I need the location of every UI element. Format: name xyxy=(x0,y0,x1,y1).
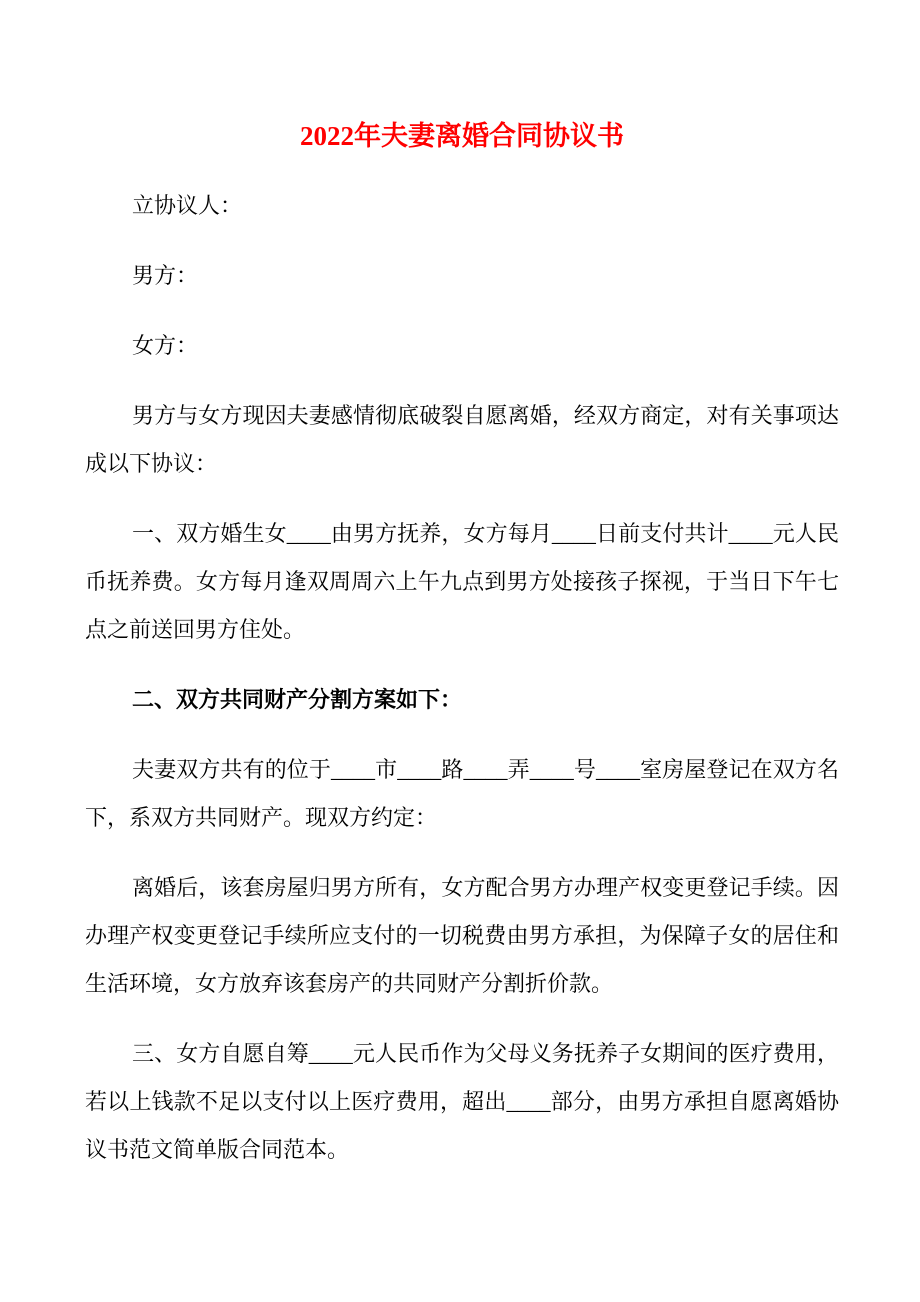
paragraph-1: 立协议人： xyxy=(132,193,243,218)
paragraph-8: 离婚后，该套房屋归男方所有，女方配合男方办理产权变更登记手续。因办理产权变更登记手续所应支付的一切税费由男方承担，为保障子女的居住和生活环境，女方放弃该套房产的共同财产分割折价款。 xyxy=(85,875,839,996)
paragraph-3: 女方： xyxy=(132,333,199,358)
paragraph-5: 一、双方婚生女____由男方抚养，女方每月____日前支付共计____元人民币抚养费。女方每月逢双周周六上午九点到男方处接孩子探视，于当日下午七点之前送回男方住处。 xyxy=(85,521,839,642)
paragraph-7: 夫妻双方共有的位于____市____路____弄____号____室房屋登记在双方名下，系双方共同财产。现双方约定： xyxy=(85,757,839,830)
document-body xyxy=(85,182,839,1174)
paragraph-2: 男方： xyxy=(132,263,199,288)
paragraph-6: 二、双方共同财产分割方案如下： xyxy=(132,687,463,712)
document-title: 2022年夫妻离婚合同协议书 xyxy=(300,121,624,151)
paragraph-9: 三、女方自愿自筹____元人民币作为父母义务抚养子女期间的医疗费用，若以上钱款不足以支付以上医疗费用，超出____部分，由男方承担自愿离婚协议书范文简单版合同范本。 xyxy=(85,1041,839,1162)
paragraph-4: 男方与女方现因夫妻感情彻底破裂自愿离婚，经双方商定，对有关事项达成以下协议： xyxy=(85,403,839,476)
